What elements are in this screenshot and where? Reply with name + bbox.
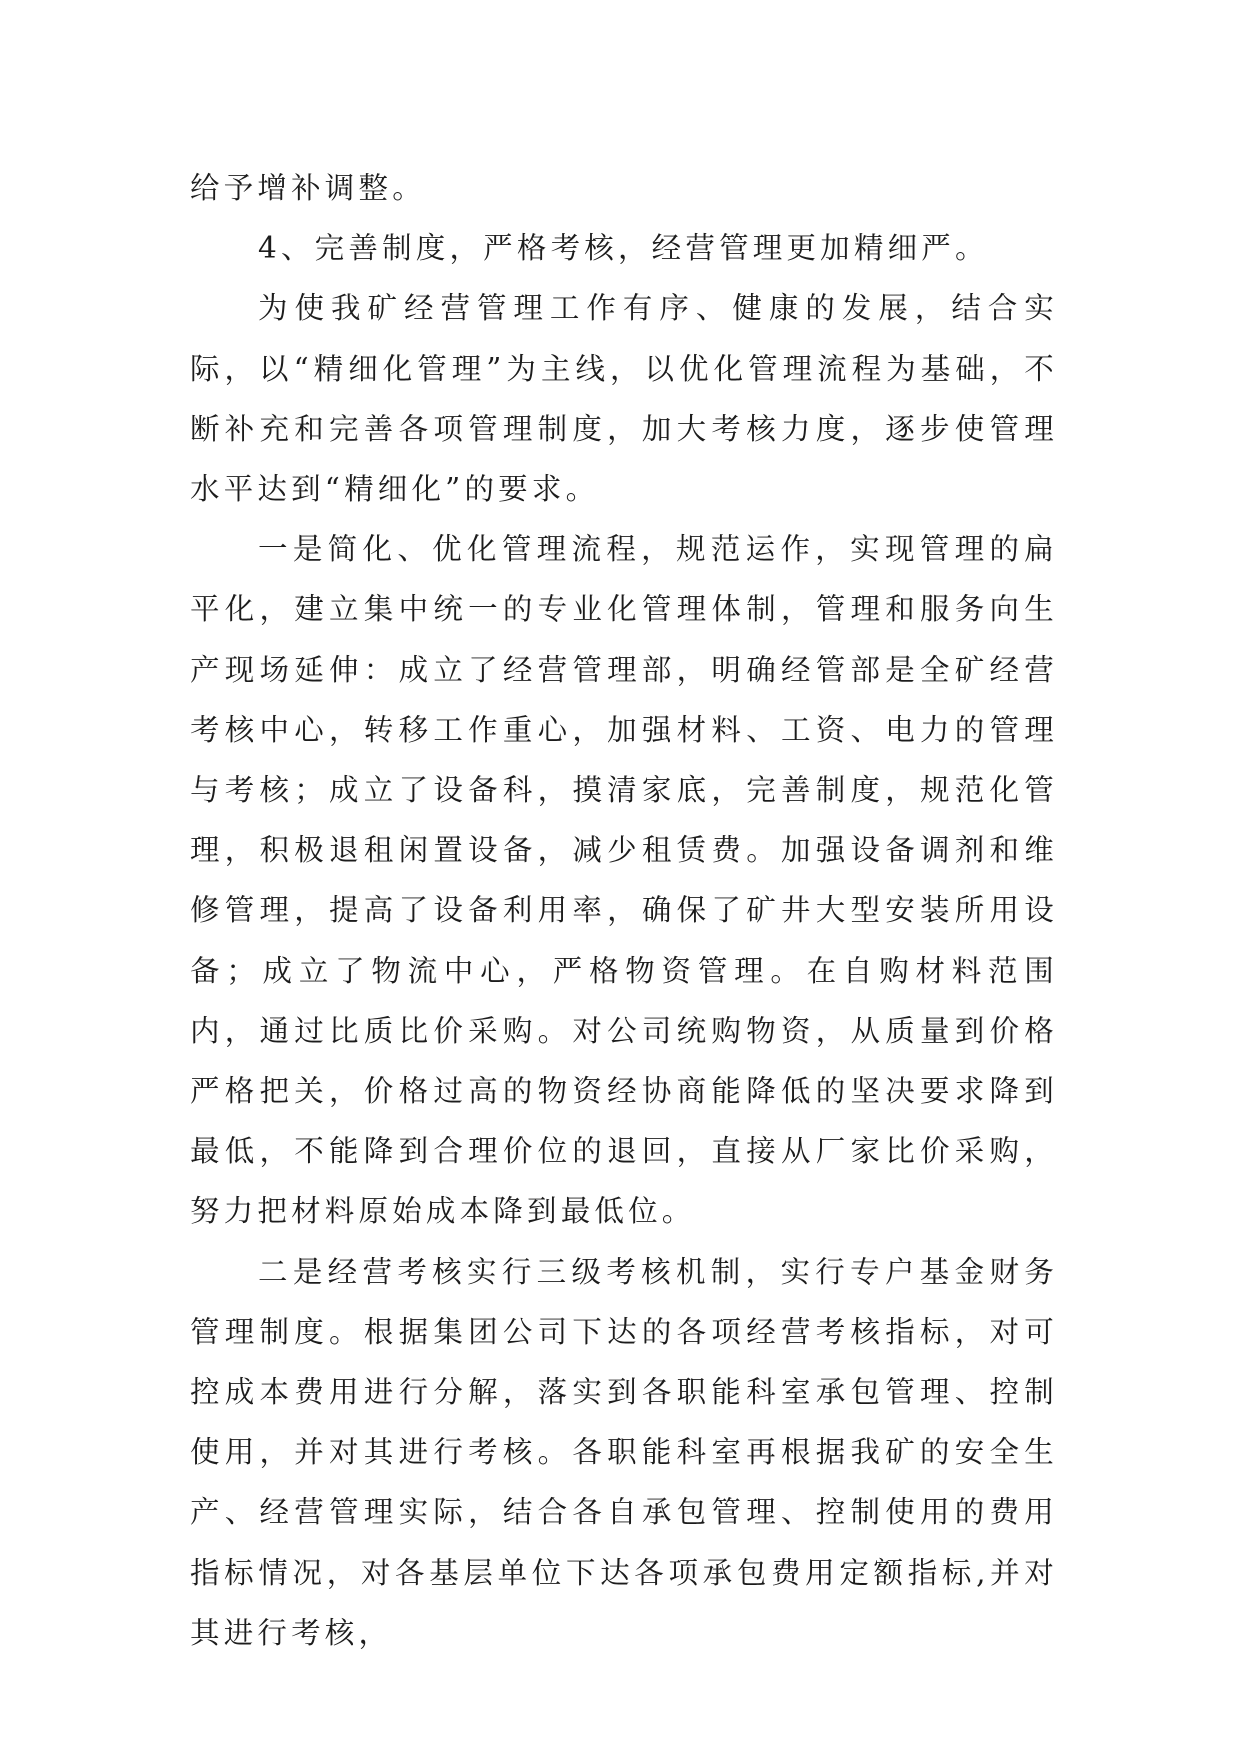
paragraph-intro: 为使我矿经营管理工作有序、健康的发展，结合实际，以“精细化管理”为主线，以优化管理流程为基础，不断补充和完善各项管理制度，加大考核力度，逐步使管理水平达到“精细化”的要求。 xyxy=(190,291,1058,507)
paragraph-continuation: 给予增补调整。 xyxy=(190,171,426,205)
paragraph-point-one: 一是简化、优化管理流程，规范运作，实现管理的扁平化，建立集中统一的专业化管理体制，管理和服务向生产现场延伸：成立了经营管理部，明确经管部是全矿经营考核中心，转移工作重心，加强材料、工资、电力的管理与考核；成立了设备科，摸清家底，完善制度，规范化管理，积极退租闲置设备，减少租赁费。加强设备调剂和维修管理，提高了设备利用率，确保了矿井大型安装所用设备；成立了物流中心，严格物资管理。在自购材料范围内，通过比质比价采购。对公司统购物资，从质量到价格严格把关，价格过高的物资经协商能降低的坚决要求降到最低，不能降到合理价位的退回，直接从厂家比价采购，努力把材料原始成本降到最低位。 xyxy=(190,532,1058,1229)
section-heading: 4、完善制度，严格考核，经营管理更加精细严。 xyxy=(258,231,989,266)
paragraph-point-two: 二是经营考核实行三级考核机制，实行专户基金财务管理制度。根据集团公司下达的各项经营考核指标，对可控成本费用进行分解，落实到各职能科室承包管理、控制使用，并对其进行考核。各职能科室再根据我矿的安全生产、经营管理实际，结合各自承包管理、控制使用的费用指标情况，对各基层单位下达各项承包费用定额指标,并对其进行考核， xyxy=(190,1254,1058,1650)
document-body xyxy=(190,158,1058,1663)
